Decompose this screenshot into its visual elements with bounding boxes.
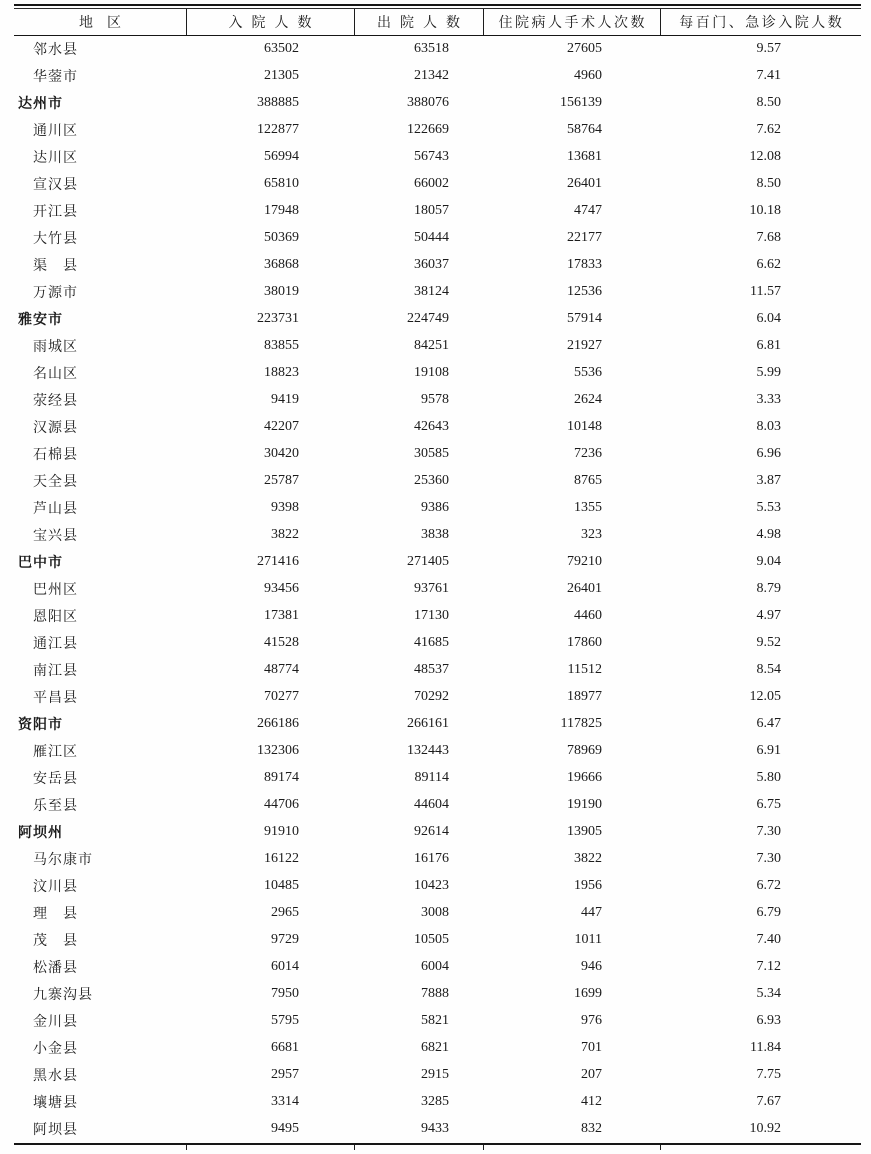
surgeries-cell: 12536 bbox=[567, 283, 602, 299]
table-row bbox=[14, 332, 861, 359]
per100-cell: 8.54 bbox=[756, 661, 781, 677]
per100-cell: 6.47 bbox=[756, 715, 781, 731]
admissions-cell: 44706 bbox=[264, 796, 299, 812]
region-cell: 茂 县 bbox=[33, 933, 78, 949]
per100-cell: 7.62 bbox=[756, 121, 781, 137]
column-header-surgeries: 住院病人手术人次数 bbox=[498, 16, 647, 31]
discharges-cell: 63518 bbox=[414, 40, 449, 56]
region-cell: 小金县 bbox=[33, 1041, 78, 1057]
admissions-cell: 70277 bbox=[264, 688, 299, 704]
per100-cell: 8.50 bbox=[756, 94, 781, 110]
admissions-cell: 18823 bbox=[264, 364, 299, 380]
table-row bbox=[14, 386, 861, 413]
table-row bbox=[14, 1034, 861, 1061]
surgeries-cell: 58764 bbox=[567, 121, 602, 137]
discharges-cell: 6821 bbox=[421, 1039, 449, 1055]
per100-cell: 4.98 bbox=[756, 526, 781, 542]
per100-cell: 6.96 bbox=[756, 445, 781, 461]
admissions-cell: 9729 bbox=[271, 931, 299, 947]
region-cell: 宣汉县 bbox=[33, 177, 78, 193]
table-row bbox=[14, 143, 861, 170]
table-row bbox=[14, 710, 861, 737]
region-cell: 九寨沟县 bbox=[33, 987, 93, 1003]
region-cell: 壤塘县 bbox=[33, 1095, 78, 1111]
admissions-cell: 3822 bbox=[271, 526, 299, 542]
discharges-cell: 38124 bbox=[414, 283, 449, 299]
region-cell: 汶川县 bbox=[33, 879, 78, 895]
per100-cell: 3.87 bbox=[756, 472, 781, 488]
table-row bbox=[14, 224, 861, 251]
table-top-rule-thick bbox=[14, 4, 861, 6]
discharges-cell: 48537 bbox=[414, 661, 449, 677]
table-row bbox=[14, 1088, 861, 1115]
per100-cell: 6.04 bbox=[756, 310, 781, 326]
admissions-cell: 6681 bbox=[271, 1039, 299, 1055]
per100-cell: 6.75 bbox=[756, 796, 781, 812]
admissions-cell: 48774 bbox=[264, 661, 299, 677]
discharges-cell: 89114 bbox=[414, 769, 449, 785]
surgeries-cell: 323 bbox=[581, 526, 602, 542]
bottom-column-tick bbox=[660, 1145, 661, 1150]
table-row bbox=[14, 278, 861, 305]
table-row bbox=[14, 359, 861, 386]
region-cell: 巴中市 bbox=[18, 555, 63, 571]
admissions-cell: 6014 bbox=[271, 958, 299, 974]
surgeries-cell: 412 bbox=[581, 1093, 602, 1109]
surgeries-cell: 2624 bbox=[574, 391, 602, 407]
table-row bbox=[14, 440, 861, 467]
admissions-cell: 9495 bbox=[271, 1120, 299, 1136]
per100-cell: 5.99 bbox=[756, 364, 781, 380]
table-row bbox=[14, 899, 861, 926]
admissions-cell: 122877 bbox=[257, 121, 299, 137]
table-row bbox=[14, 1115, 861, 1142]
region-cell: 宝兴县 bbox=[33, 528, 78, 544]
discharges-cell: 50444 bbox=[414, 229, 449, 245]
admissions-cell: 9398 bbox=[271, 499, 299, 515]
surgeries-cell: 57914 bbox=[567, 310, 602, 326]
table-row bbox=[14, 251, 861, 278]
region-cell: 渠 县 bbox=[33, 258, 78, 274]
surgeries-cell: 17833 bbox=[567, 256, 602, 272]
surgeries-cell: 832 bbox=[581, 1120, 602, 1136]
discharges-cell: 19108 bbox=[414, 364, 449, 380]
table-row bbox=[14, 116, 861, 143]
admissions-cell: 10485 bbox=[264, 877, 299, 893]
region-cell: 雨城区 bbox=[33, 339, 78, 355]
surgeries-cell: 701 bbox=[581, 1039, 602, 1055]
region-cell: 万源市 bbox=[33, 285, 78, 301]
region-cell: 阿坝县 bbox=[33, 1122, 78, 1138]
region-cell: 荥经县 bbox=[33, 393, 78, 409]
per100-cell: 7.12 bbox=[756, 958, 781, 974]
admissions-cell: 17381 bbox=[264, 607, 299, 623]
surgeries-cell: 1011 bbox=[574, 931, 602, 947]
surgeries-cell: 1956 bbox=[574, 877, 602, 893]
discharges-cell: 2915 bbox=[421, 1066, 449, 1082]
per100-cell: 7.41 bbox=[756, 67, 781, 83]
admissions-cell: 65810 bbox=[264, 175, 299, 191]
region-cell: 通川区 bbox=[33, 123, 78, 139]
surgeries-cell: 22177 bbox=[567, 229, 602, 245]
discharges-cell: 66002 bbox=[414, 175, 449, 191]
region-cell: 通江县 bbox=[33, 636, 78, 652]
region-cell: 巴州区 bbox=[33, 582, 78, 598]
surgeries-cell: 3822 bbox=[574, 850, 602, 866]
region-cell: 南江县 bbox=[33, 663, 78, 679]
per100-cell: 9.52 bbox=[756, 634, 781, 650]
region-cell: 松潘县 bbox=[33, 960, 78, 976]
table-row bbox=[14, 197, 861, 224]
region-cell: 黑水县 bbox=[33, 1068, 78, 1084]
admissions-cell: 2965 bbox=[271, 904, 299, 920]
admissions-cell: 17948 bbox=[264, 202, 299, 218]
region-cell: 理 县 bbox=[33, 906, 78, 922]
per100-cell: 6.62 bbox=[756, 256, 781, 272]
admissions-cell: 50369 bbox=[264, 229, 299, 245]
discharges-cell: 93761 bbox=[414, 580, 449, 596]
region-cell: 达州市 bbox=[18, 96, 63, 112]
region-cell: 芦山县 bbox=[33, 501, 78, 517]
surgeries-cell: 5536 bbox=[574, 364, 602, 380]
bottom-column-tick bbox=[354, 1145, 355, 1150]
table-row bbox=[14, 926, 861, 953]
discharges-cell: 3838 bbox=[421, 526, 449, 542]
surgeries-cell: 4460 bbox=[574, 607, 602, 623]
table-row bbox=[14, 629, 861, 656]
region-cell: 雅安市 bbox=[18, 312, 63, 328]
per100-cell: 7.30 bbox=[756, 823, 781, 839]
table-row bbox=[14, 656, 861, 683]
table-bottom-rule bbox=[14, 1143, 861, 1145]
per100-cell: 12.08 bbox=[749, 148, 781, 164]
header-row bbox=[14, 9, 861, 35]
admissions-cell: 83855 bbox=[264, 337, 299, 353]
table-row bbox=[14, 602, 861, 629]
per100-cell: 7.40 bbox=[756, 931, 781, 947]
discharges-cell: 18057 bbox=[414, 202, 449, 218]
surgeries-cell: 447 bbox=[581, 904, 602, 920]
admissions-cell: 266186 bbox=[257, 715, 299, 731]
region-cell: 汉源县 bbox=[33, 420, 78, 436]
per100-cell: 6.72 bbox=[756, 877, 781, 893]
surgeries-cell: 13905 bbox=[567, 823, 602, 839]
hospital-admissions-table bbox=[14, 9, 861, 1142]
discharges-cell: 5821 bbox=[421, 1012, 449, 1028]
region-cell: 雁江区 bbox=[33, 744, 78, 760]
per100-cell: 6.79 bbox=[756, 904, 781, 920]
admissions-cell: 7950 bbox=[271, 985, 299, 1001]
region-cell: 天全县 bbox=[33, 474, 78, 490]
per100-cell: 3.33 bbox=[756, 391, 781, 407]
discharges-cell: 266161 bbox=[407, 715, 449, 731]
discharges-cell: 16176 bbox=[414, 850, 449, 866]
bottom-column-tick bbox=[186, 1145, 187, 1150]
discharges-cell: 388076 bbox=[407, 94, 449, 110]
surgeries-cell: 1355 bbox=[574, 499, 602, 515]
per100-cell: 9.57 bbox=[756, 40, 781, 56]
surgeries-cell: 27605 bbox=[567, 40, 602, 56]
surgeries-cell: 1699 bbox=[574, 985, 602, 1001]
per100-cell: 11.57 bbox=[750, 283, 781, 299]
table-row bbox=[14, 764, 861, 791]
table-row bbox=[14, 548, 861, 575]
discharges-cell: 9578 bbox=[421, 391, 449, 407]
discharges-cell: 7888 bbox=[421, 985, 449, 1001]
admissions-cell: 271416 bbox=[257, 553, 299, 569]
per100-cell: 7.30 bbox=[756, 850, 781, 866]
admissions-cell: 36868 bbox=[264, 256, 299, 272]
column-header-discharges: 出院人数 bbox=[377, 16, 469, 31]
region-cell: 大竹县 bbox=[33, 231, 78, 247]
admissions-cell: 3314 bbox=[271, 1093, 299, 1109]
per100-cell: 8.50 bbox=[756, 175, 781, 191]
admissions-cell: 223731 bbox=[257, 310, 299, 326]
per100-cell: 7.75 bbox=[756, 1066, 781, 1082]
per100-cell: 5.80 bbox=[756, 769, 781, 785]
table-row bbox=[14, 467, 861, 494]
discharges-cell: 6004 bbox=[421, 958, 449, 974]
surgeries-cell: 19666 bbox=[567, 769, 602, 785]
surgeries-cell: 19190 bbox=[567, 796, 602, 812]
admissions-cell: 132306 bbox=[257, 742, 299, 758]
discharges-cell: 224749 bbox=[407, 310, 449, 326]
surgeries-cell: 4960 bbox=[574, 67, 602, 83]
per100-cell: 10.18 bbox=[749, 202, 781, 218]
admissions-cell: 42207 bbox=[264, 418, 299, 434]
surgeries-cell: 18977 bbox=[567, 688, 602, 704]
surgeries-cell: 976 bbox=[581, 1012, 602, 1028]
discharges-cell: 92614 bbox=[414, 823, 449, 839]
table-row bbox=[14, 494, 861, 521]
surgeries-cell: 17860 bbox=[567, 634, 602, 650]
surgeries-cell: 946 bbox=[581, 958, 602, 974]
admissions-cell: 91910 bbox=[264, 823, 299, 839]
per100-cell: 10.92 bbox=[749, 1120, 781, 1136]
admissions-cell: 388885 bbox=[257, 94, 299, 110]
admissions-cell: 2957 bbox=[271, 1066, 299, 1082]
per100-cell: 9.04 bbox=[756, 553, 781, 569]
table-row bbox=[14, 980, 861, 1007]
discharges-cell: 84251 bbox=[414, 337, 449, 353]
discharges-cell: 56743 bbox=[414, 148, 449, 164]
region-cell: 资阳市 bbox=[18, 717, 63, 733]
table-body bbox=[14, 35, 861, 1142]
region-cell: 金川县 bbox=[33, 1014, 78, 1030]
table-row bbox=[14, 1061, 861, 1088]
table-row bbox=[14, 35, 861, 62]
surgeries-cell: 11512 bbox=[567, 661, 602, 677]
region-cell: 华蓥市 bbox=[33, 69, 78, 85]
table-row bbox=[14, 89, 861, 116]
per100-cell: 8.79 bbox=[756, 580, 781, 596]
region-cell: 安岳县 bbox=[33, 771, 78, 787]
discharges-cell: 17130 bbox=[414, 607, 449, 623]
surgeries-cell: 78969 bbox=[567, 742, 602, 758]
table-row bbox=[14, 791, 861, 818]
surgeries-cell: 8765 bbox=[574, 472, 602, 488]
surgeries-cell: 26401 bbox=[567, 175, 602, 191]
admissions-cell: 30420 bbox=[264, 445, 299, 461]
discharges-cell: 30585 bbox=[414, 445, 449, 461]
surgeries-cell: 79210 bbox=[567, 553, 602, 569]
per100-cell: 6.93 bbox=[756, 1012, 781, 1028]
discharges-cell: 9386 bbox=[421, 499, 449, 515]
per100-cell: 6.81 bbox=[756, 337, 781, 353]
admissions-cell: 41528 bbox=[264, 634, 299, 650]
admissions-cell: 38019 bbox=[264, 283, 299, 299]
discharges-cell: 3285 bbox=[421, 1093, 449, 1109]
table-row bbox=[14, 737, 861, 764]
region-cell: 阿坝州 bbox=[18, 825, 63, 841]
table-row bbox=[14, 170, 861, 197]
region-cell: 邻水县 bbox=[33, 42, 78, 58]
column-header-region: 地 区 bbox=[79, 16, 121, 31]
surgeries-cell: 117825 bbox=[560, 715, 602, 731]
region-cell: 达川区 bbox=[33, 150, 78, 166]
region-cell: 名山区 bbox=[33, 366, 78, 382]
discharges-cell: 42643 bbox=[414, 418, 449, 434]
table-row bbox=[14, 818, 861, 845]
discharges-cell: 44604 bbox=[414, 796, 449, 812]
surgeries-cell: 4747 bbox=[574, 202, 602, 218]
table-row bbox=[14, 845, 861, 872]
region-cell: 恩阳区 bbox=[33, 609, 78, 625]
surgeries-cell: 26401 bbox=[567, 580, 602, 596]
bottom-column-tick bbox=[483, 1145, 484, 1150]
surgeries-cell: 7236 bbox=[574, 445, 602, 461]
per100-cell: 8.03 bbox=[756, 418, 781, 434]
discharges-cell: 70292 bbox=[414, 688, 449, 704]
per100-cell: 6.91 bbox=[756, 742, 781, 758]
region-cell: 乐至县 bbox=[33, 798, 78, 814]
per100-cell: 5.34 bbox=[756, 985, 781, 1001]
admissions-cell: 21305 bbox=[264, 67, 299, 83]
discharges-cell: 9433 bbox=[421, 1120, 449, 1136]
surgeries-cell: 13681 bbox=[567, 148, 602, 164]
admissions-cell: 93456 bbox=[264, 580, 299, 596]
per100-cell: 12.05 bbox=[749, 688, 781, 704]
discharges-cell: 36037 bbox=[414, 256, 449, 272]
discharges-cell: 3008 bbox=[421, 904, 449, 920]
table-row bbox=[14, 683, 861, 710]
table-row bbox=[14, 62, 861, 89]
table-row bbox=[14, 1007, 861, 1034]
admissions-cell: 9419 bbox=[271, 391, 299, 407]
region-cell: 平昌县 bbox=[33, 690, 78, 706]
admissions-cell: 89174 bbox=[264, 769, 299, 785]
region-cell: 开江县 bbox=[33, 204, 78, 220]
admissions-cell: 16122 bbox=[264, 850, 299, 866]
discharges-cell: 21342 bbox=[414, 67, 449, 83]
surgeries-cell: 156139 bbox=[560, 94, 602, 110]
discharges-cell: 122669 bbox=[407, 121, 449, 137]
discharges-cell: 10505 bbox=[414, 931, 449, 947]
surgeries-cell: 10148 bbox=[567, 418, 602, 434]
table-row bbox=[14, 953, 861, 980]
discharges-cell: 25360 bbox=[414, 472, 449, 488]
column-header-per100: 每百门、急诊入院人数 bbox=[679, 16, 845, 31]
surgeries-cell: 21927 bbox=[567, 337, 602, 353]
table-row bbox=[14, 305, 861, 332]
table-row bbox=[14, 872, 861, 899]
admissions-cell: 5795 bbox=[271, 1012, 299, 1028]
per100-cell: 5.53 bbox=[756, 499, 781, 515]
per100-cell: 11.84 bbox=[750, 1039, 781, 1055]
table-row bbox=[14, 521, 861, 548]
discharges-cell: 132443 bbox=[407, 742, 449, 758]
region-cell: 石棉县 bbox=[33, 447, 78, 463]
column-header-admissions: 入院人数 bbox=[228, 16, 321, 31]
admissions-cell: 63502 bbox=[264, 40, 299, 56]
discharges-cell: 41685 bbox=[414, 634, 449, 650]
admissions-cell: 25787 bbox=[264, 472, 299, 488]
discharges-cell: 10423 bbox=[414, 877, 449, 893]
discharges-cell: 271405 bbox=[407, 553, 449, 569]
table-row bbox=[14, 575, 861, 602]
per100-cell: 4.97 bbox=[756, 607, 781, 623]
region-cell: 马尔康市 bbox=[33, 852, 93, 868]
per100-cell: 7.67 bbox=[756, 1093, 781, 1109]
surgeries-cell: 207 bbox=[581, 1066, 602, 1082]
admissions-cell: 56994 bbox=[264, 148, 299, 164]
per100-cell: 7.68 bbox=[756, 229, 781, 245]
table-row bbox=[14, 413, 861, 440]
